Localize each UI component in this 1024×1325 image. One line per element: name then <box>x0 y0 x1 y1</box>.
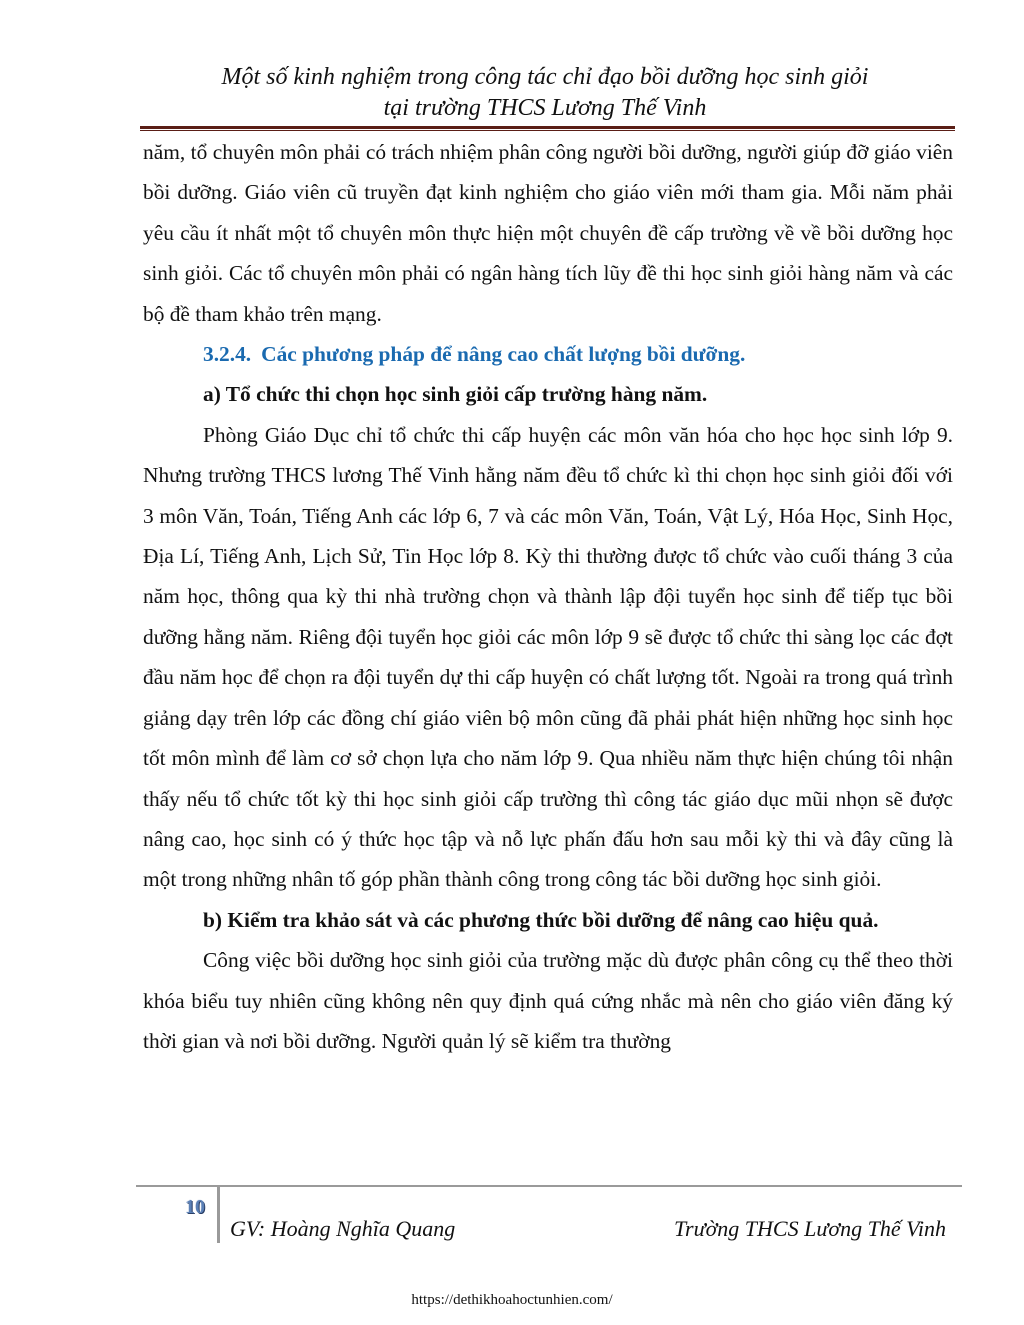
footer-vertical-divider <box>217 1187 220 1243</box>
section-number: 3.2.4. <box>203 342 252 367</box>
footer-divider <box>136 1185 962 1187</box>
subheading-b: b) Kiểm tra khảo sát và các phương thức bồi dưỡng để nâng cao hiệu quả. <box>203 907 879 932</box>
paragraph-training-methods: Công việc bồi dưỡng học sinh giỏi của trường mặc dù được phân công cụ thể theo thời khóa biểu tuy nhiên cũng không nên quy định quá cứng nhắc mà nên cho giáo viên đăng ký thời gian và nơi bồi dưỡng. Người quản lý sẽ kiểm tra thường <box>143 948 953 1053</box>
section-heading <box>143 334 953 374</box>
paragraph-continued: năm, tổ chuyên môn phải có trách nhiệm phân công người bồi dưỡng, người giúp đỡ giáo viên bồi dưỡng. Giáo viên cũ truyền đạt kinh nghiệm cho giáo viên mới tham gia. Mỗi năm phải yêu cầu ít nhất một tổ chuyên môn thực hiện một chuyên đề cấp trường về về bồi dưỡng học sinh giỏi. Các tổ chuyên môn phải có ngân hàng tích lũy đề thi học sinh giỏi hàng năm và các bộ đề tham khảo trên mạng. <box>143 140 953 326</box>
header-title-line-1: Một số kinh nghiệm trong công tác chỉ đạo bồi dưỡng học sinh giỏi <box>221 64 869 90</box>
section-title: Các phương pháp để nâng cao chất lượng bồi dưỡng. <box>261 342 746 367</box>
header-title-line-2: tại trường THCS Lương Thế Vinh <box>383 95 707 121</box>
subheading-a: a) Tổ chức thi chọn học sinh giỏi cấp trường hàng năm. <box>203 382 708 407</box>
source-url: https://dethikhoahoctunhien.com/ <box>411 1292 613 1308</box>
footer-school: Trường THCS Lương Thế Vinh <box>673 1216 946 1241</box>
page-header <box>130 62 960 124</box>
document-body <box>143 132 953 1061</box>
header-divider <box>140 126 955 131</box>
page-number: 10 <box>185 1196 205 1218</box>
footer-author: GV: Hoàng Nghĩa Quang <box>230 1216 456 1241</box>
paragraph-exam-selection: Phòng Giáo Dục chỉ tổ chức thi cấp huyện các môn văn hóa cho học học sinh lớp 9. Nhưng trường THCS lương Thế Vinh hằng năm đều tổ chức kì thi chọn học sinh giỏi đối với 3 môn Văn, Toán, Tiếng Anh các lớp 6, 7 và các môn Văn, Toán, Vật Lý, Hóa Học, Sinh Học, Địa Lí, Tiếng Anh, Lịch Sử, Tin Học lớp 8. Kỳ thi thường được tổ chức vào cuối tháng 3 của năm học, thông qua kỳ thi nhà trường chọn và thành lập đội tuyển học sinh để tiếp tục bồi dưỡng hằng năm. Riêng đội tuyển học giỏi các môn lớp 9 sẽ được tổ chức thi sàng lọc các đợt đầu năm học để chọn ra đội tuyển dự thi cấp huyện có chất lượng tốt. Ngoài ra trong quá trình giảng dạy trên lớp các đồng chí giáo viên bộ môn cũng đã phải phát hiện những học sinh học tốt môn mình để làm cơ sở chọn lựa cho năm lớp 9. Qua nhiều năm thực hiện chúng tôi nhận thấy nếu tổ chức tốt kỳ thi học sinh giỏi cấp trường thì công tác giáo dục mũi nhọn sẽ được nâng cao, học sinh có ý thức học tập và nỗ lực phấn đấu hơn sau mỗi kỳ thi và đây cũng là một trong những nhân tố góp phần thành công trong công tác bồi dưỡng học sinh giỏi. <box>143 422 953 892</box>
